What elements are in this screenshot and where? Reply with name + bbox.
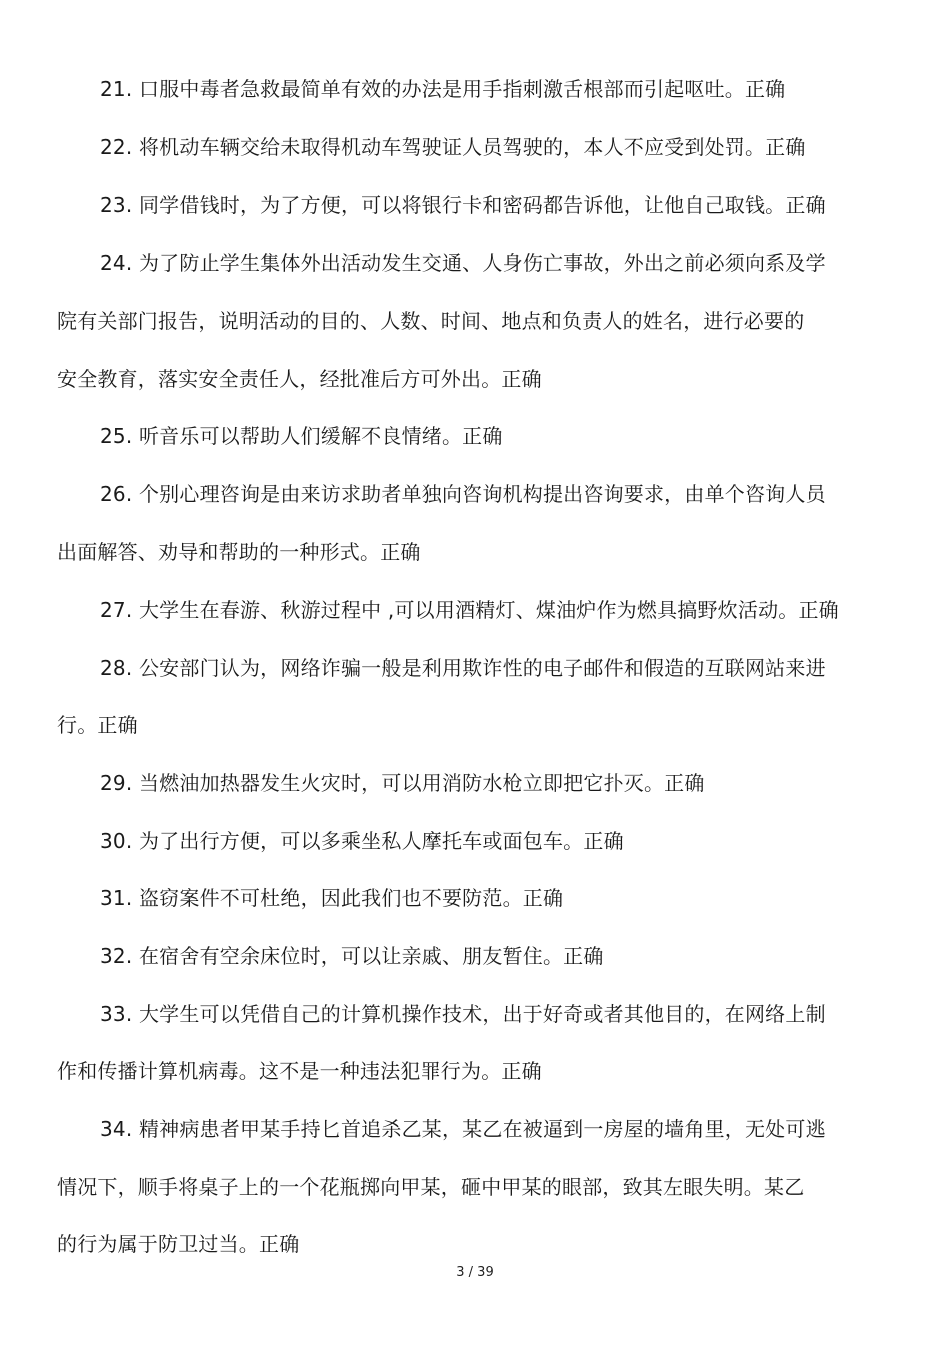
question-34-line-1: 34. 精神病患者甲某手持匕首追杀乙某，某乙在被逼到一房屋的墙角里，无处可逃	[100, 1117, 826, 1141]
question-27-line: 27. 大学生在春游、秋游过程中 ,可以用酒精灯、煤油炉作为燃具搞野炊活动。正确	[100, 598, 839, 622]
question-31-line: 31. 盗窃案件不可杜绝，因此我们也不要防范。正确	[100, 886, 564, 910]
question-34-line-3: 的行为属于防卫过当。正确	[57, 1232, 300, 1256]
question-25-line: 25. 听音乐可以帮助人们缓解不良情绪。正确	[100, 424, 503, 448]
question-30-line: 30. 为了出行方便，可以多乘坐私人摩托车或面包车。正确	[100, 829, 624, 853]
page-number: 3 / 39	[456, 1265, 494, 1280]
question-34-line-2: 情况下，顺手将桌子上的一个花瓶掷向甲某，砸中甲某的眼部，致其左眼失明。某乙	[57, 1175, 805, 1199]
question-32-line: 32. 在宿舍有空余床位时，可以让亲戚、朋友暂住。正确	[100, 944, 604, 968]
question-24-line-3: 安全教育，落实安全责任人，经批准后方可外出。正确	[57, 367, 542, 391]
question-29-line: 29. 当燃油加热器发生火灾时，可以用消防水枪立即把它扑灭。正确	[100, 771, 705, 795]
question-33-line-1: 33. 大学生可以凭借自己的计算机操作技术，出于好奇或者其他目的，在网络上制	[100, 1002, 826, 1026]
question-23-line: 23. 同学借钱时，为了方便，可以将银行卡和密码都告诉他，让他自己取钱。正确	[100, 193, 826, 217]
question-24-line-2: 院有关部门报告，说明活动的目的、人数、时间、地点和负责人的姓名，进行必要的	[57, 309, 805, 333]
question-21-line: 21. 口服中毒者急救最简单有效的办法是用手指刺激舌根部而引起呕吐。正确	[100, 77, 786, 101]
question-28-line-2: 行。正确	[57, 713, 138, 737]
question-33-line-2: 作和传播计算机病毒。这不是一种违法犯罪行为。正确	[57, 1059, 542, 1083]
question-26-line-1: 26. 个别心理咨询是由来访求助者单独向咨询机构提出咨询要求，由单个咨询人员	[100, 482, 826, 506]
question-24-line-1: 24. 为了防止学生集体外出活动发生交通、人身伤亡事故，外出之前必须向系及学	[100, 251, 826, 275]
question-22-line: 22. 将机动车辆交给未取得机动车驾驶证人员驾驶的，本人不应受到处罚。正确	[100, 135, 806, 159]
question-26-line-2: 出面解答、劝导和帮助的一种形式。正确	[57, 540, 421, 564]
question-28-line-1: 28. 公安部门认为，网络诈骗一般是利用欺诈性的电子邮件和假造的互联网站来进	[100, 656, 826, 680]
